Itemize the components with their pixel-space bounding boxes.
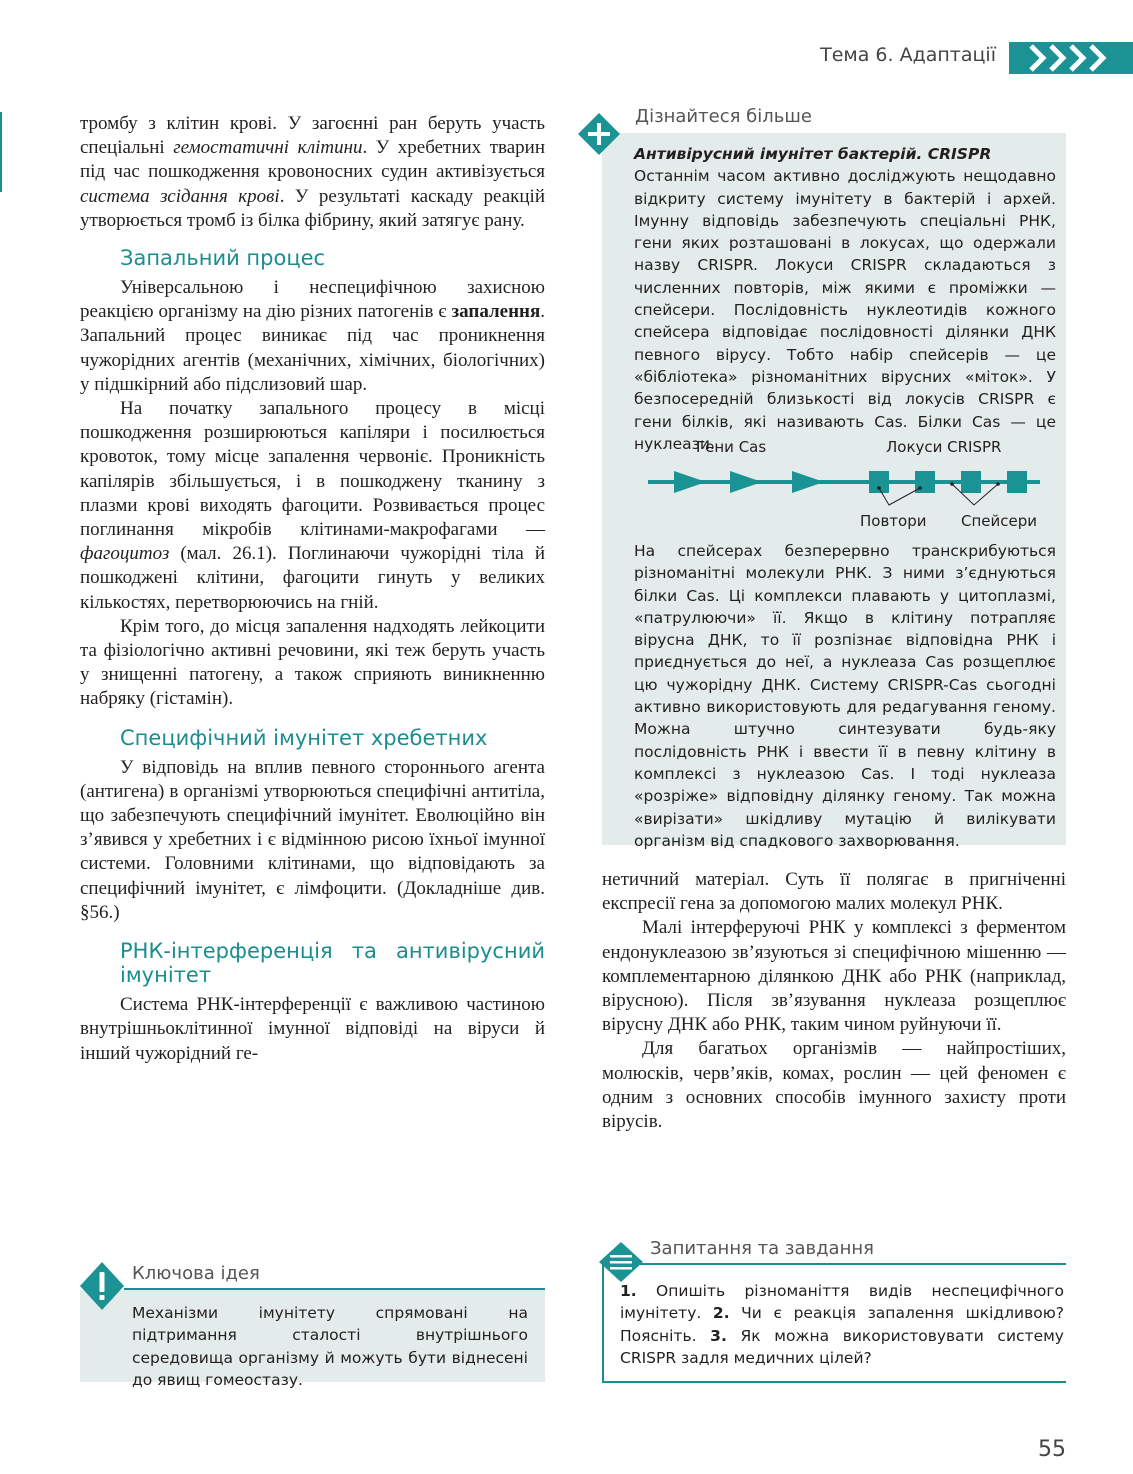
learn-more-text xyxy=(634,143,1056,455)
label-cas-genes: Гени Cas xyxy=(696,438,767,456)
text: На початку запального процесу в місці пошкодження розширюються капіляри і посилюється кровоток, тому місце запалення червоніє. Проникність капілярів збільшується, і в пошкоджену тканину з плазми крові виходять фагоцити. Розвивається процес поглинання мікробів клітинами-макрофагами — xyxy=(80,398,545,541)
key-idea-title: Ключова ідея xyxy=(132,1263,260,1284)
key-idea-text: Механізми імунітету спрямовані на підтримання сталості внутрішнього середовища організму й можуть бути віднесені до явищ гомеостазу. xyxy=(132,1304,528,1389)
term: фагоцитоз xyxy=(80,543,170,565)
paragraph: На спейсерах безперервно транскрибуються різноманітні молекули РНК. З ними з’єднуються білки Cas. Ці комплекси плавають у цитоплазмі, «патрулюючи» її. Якщо в клітину потрапляє вірусна ДНК, то її розпізнає відповідна РНК і приєднується до неї, а нуклеаза Cas розщеплює цю чужорідну ДНК. Систему CRISPR-Cas сьогодні активно використовують для редагування геному. Можна штучно синтезувати будь-яку послідовність РНК і ввести її в певну клітину в комплексі з нуклеазою Cas. І тоді нуклеаза «розріже» відповідну ділянку геному. Так можна «вирізати» шкідливу мутацію й вилікувати організм від спадкового захворювання. xyxy=(634,542,1056,850)
paragraph: Система РНК-інтерференції є важливою частиною внутрішньоклітинної імунної відповіді на віруси й інший чужорідний ге- xyxy=(80,994,545,1064)
text: (мал. 26.1). Поглинаючи чужорідні тіла й пошкоджені клітини, фагоцити гинуть у великих кількостях, перетворюючись на гній. xyxy=(80,543,545,613)
paragraph xyxy=(80,397,545,615)
text: . У результаті каскаду реакцій утворюється тромб із білка фібрину, який затягує рану. xyxy=(80,185,545,231)
paragraph: Малі інтерферуючі РНК у комплексі з ферментом ендонуклеазою зв’язуються зі специфічною мішенню — комплементарною ділянкою ДНК або РНК (наприклад, вірусною). Після зв’язування нуклеаза розщеплює вірусну ДНК або РНК, таким чином руйнуючи її. xyxy=(602,917,1066,1036)
key-idea-rule xyxy=(124,1288,545,1290)
margin-marker xyxy=(0,112,2,192)
text: . Запальний процес виникає під час проникнення чужорідних агентів (механічних, хімічних, біологічних) у підшкірний або підслизовий шар. xyxy=(80,301,545,395)
paragraph: Останнім часом активно досліджують нещодавно відкриту систему імунітету в бактерій і архей. Імунну відповідь забезпечують спеціальні РНК, гени яких розташовані в локусах, що одержали назву CRISPR. Локуси CRISPR складаються з численних повторів, між якими є проміжки — спейсери. Послідовність нуклеотидів кожного спейсера відповідає послідовності ділянки ДНК певного вірусу. Тобто набір спейсерів — це «бібліотека» різноманітних вірусних «міток». У безпосередній близькості від локусів CRISPR є гени білків, які називають Cas. Білки Cas — це нуклеази. xyxy=(634,167,1056,453)
gene-arrow xyxy=(792,471,824,493)
crispr-diagram xyxy=(634,430,1056,540)
repeat-block xyxy=(1007,471,1027,493)
label-crispr-loci: Локуси CRISPR xyxy=(886,438,1002,456)
right-column xyxy=(602,868,1066,1134)
question: Чи є реакція запалення шкідливою? Поясніть. xyxy=(620,1304,1065,1345)
learn-more-title: Дізнайтеся більше xyxy=(635,106,812,127)
learn-more-heading: Антивірусний імунітет бактерій. CRISPR xyxy=(634,145,992,163)
label-repeats: Повтори xyxy=(860,512,927,530)
question: Як можна використовувати систему CRISPR задля медичних цілей? xyxy=(620,1326,1064,1367)
gene-arrow xyxy=(730,471,762,493)
page-number: 55 xyxy=(1038,1437,1066,1462)
plus-icon xyxy=(578,113,620,155)
text: Універсальною і неспецифічною захисною реакцією організму на дію різних патогенів є xyxy=(80,277,545,323)
section-heading-inflammation: Запальний процес xyxy=(120,246,326,271)
repeat-block xyxy=(961,471,981,493)
topic-header: Тема 6. Адаптації xyxy=(820,44,996,66)
question-number: 2. xyxy=(712,1304,730,1323)
paragraph: Крім того, до місця запалення надходять лейкоцити та фізіологічно активні речовини, які теж беруть участь у знищенні патогену, а також сприяють виникненню набряку (гістамін). xyxy=(80,615,545,710)
gene-arrow xyxy=(674,471,706,493)
paragraph: нетичний матеріал. Суть її полягає в пригніченні експресії гена за допомогою малих молекул РНК. xyxy=(602,869,1066,915)
term: гемостатичні клітини xyxy=(173,137,363,159)
questions-text xyxy=(620,1280,1064,1369)
question: Опишіть різноманіття видів неспецифічного імунітету. xyxy=(620,1282,1064,1323)
list-icon xyxy=(599,1242,643,1282)
paragraph: У відповідь на вплив певного стороннього агента (антигена) в організмі утворюються специфічні антитіла, що забезпечують специфічний імунітет. Еволюційно він з’явився у хребетних і є відмінною рисою їхньої імунної системи. Головними клітинами, що відповідають за специфічний імунітет, є лімфоцити. (Докладніше див. §56.) xyxy=(80,756,545,923)
left-column xyxy=(80,112,545,1066)
repeat-block xyxy=(915,471,935,493)
section-heading-specific-immunity: Специфічний імунітет хребетних xyxy=(120,725,488,750)
label-spacers: Спейсери xyxy=(961,512,1038,530)
questions-title: Запитання та завдання xyxy=(650,1238,874,1259)
paragraph xyxy=(80,276,545,397)
section-heading-rna-interference: РНК-інтерференція та антивірусний імунітет xyxy=(120,939,545,988)
question-number: 1. xyxy=(620,1282,637,1300)
question-number: 3. xyxy=(710,1326,727,1345)
paragraph xyxy=(80,112,545,233)
text: тромбу з клітин крові. У загоєнні ран беруть участь спеціальні xyxy=(80,113,545,159)
learn-more-text-2 xyxy=(634,540,1056,852)
exclamation-icon xyxy=(80,1262,124,1310)
text: . У хребетних тварин під час пошкодження кровоносних судин активізується xyxy=(80,137,545,183)
paragraph: Для багатьох організмів — найпростіших, молюсків, черв’яків, комах, рослин — цей феномен є одним з основних способів імунного захисту проти вірусів. xyxy=(602,1038,1066,1133)
term: запалення xyxy=(451,301,541,323)
term: система зсідання крові xyxy=(80,185,280,207)
chevrons-icon xyxy=(1029,42,1113,74)
